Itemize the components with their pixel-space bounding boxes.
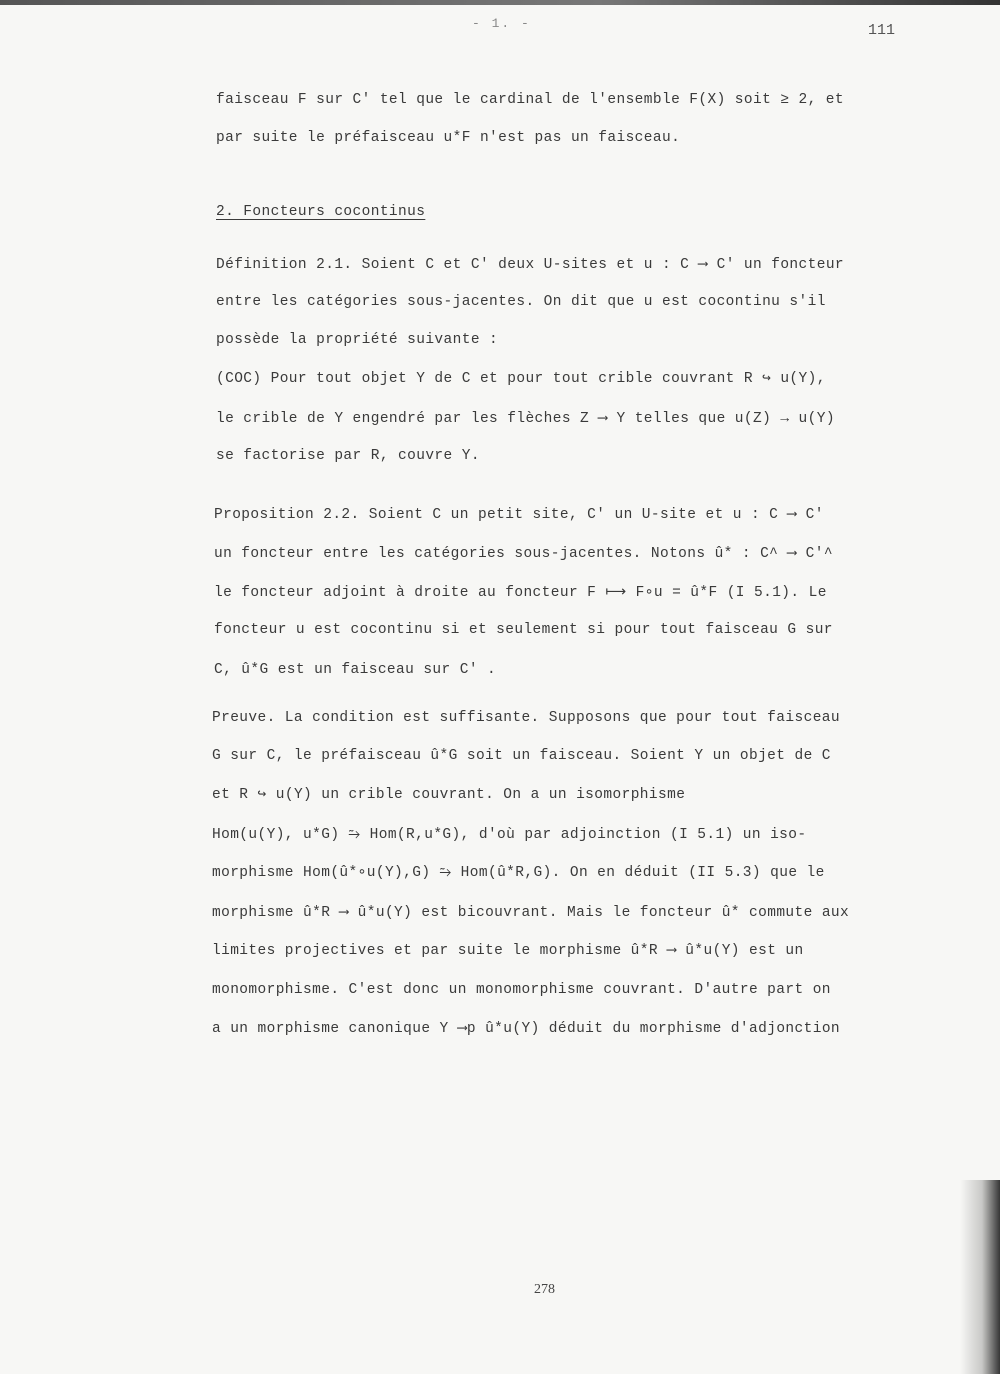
- scan-right-shadow: [960, 1180, 1000, 1374]
- proposition-line-5: C, û*G est un faisceau sur C' .: [214, 662, 497, 678]
- page-number: 278: [534, 1282, 555, 1297]
- proof-line-7: limites projectives et par suite le morphisme û*R ⟶ û*u(Y) est un: [212, 943, 804, 959]
- definition-line-4: (COC) Pour tout objet Y de C et pour tout crible couvrant R ↪ u(Y),: [216, 371, 826, 387]
- proof-line-1: Preuve. La condition est suffisante. Supposons que pour tout faisceau: [212, 710, 840, 726]
- proposition-line-2: un foncteur entre les catégories sous-jacentes. Notons û* : C^ ⟶ C'^: [214, 546, 833, 562]
- section-title: 2. Foncteurs cocontinus: [216, 204, 426, 220]
- proposition-line-3: le foncteur adjoint à droite au foncteur F ⟼ F∘u = û*F (I 5.1). Le: [214, 585, 827, 601]
- definition-line-2: entre les catégories sous-jacentes. On dit que u est cocontinu s'il: [216, 294, 826, 310]
- proof-line-8: monomorphisme. C'est donc un monomorphisme couvrant. D'autre part on: [212, 982, 831, 998]
- proposition-line-1: Proposition 2.2. Soient C un petit site, C' un U-site et u : C ⟶ C': [214, 507, 824, 523]
- proof-line-5: morphisme Hom(û*∘u(Y),G) ⥲ Hom(û*R,G). On en déduit (II 5.3) que le: [212, 865, 825, 881]
- scan-top-edge: [0, 0, 1000, 5]
- intro-line-2: par suite le préfaisceau u*F n'est pas un faisceau.: [216, 130, 681, 146]
- proposition-line-4: foncteur u est cocontinu si et seulement si pour tout faisceau G sur: [214, 622, 833, 638]
- folio-number: 111: [868, 22, 896, 39]
- proof-line-6: morphisme û*R ⟶ û*u(Y) est bicouvrant. Mais le foncteur û* commute aux: [212, 905, 850, 921]
- definition-line-3: possède la propriété suivante :: [216, 332, 499, 348]
- intro-line-1: faisceau F sur C' tel que le cardinal de l'ensemble F(X) soit ≥ 2, et: [216, 92, 844, 108]
- proof-line-9: a un morphisme canonique Y ⟶p û*u(Y) déduit du morphisme d'adjonction: [212, 1021, 841, 1037]
- definition-line-1: Définition 2.1. Soient C et C' deux U-sites et u : C ⟶ C' un foncteur: [216, 257, 845, 273]
- definition-line-5: le crible de Y engendré par les flèches Z ⟶ Y telles que u(Z) → u(Y): [216, 411, 835, 427]
- proof-line-4: Hom(u(Y), u*G) ⥲ Hom(R,u*G), d'où par adjoinction (I 5.1) un iso-: [212, 827, 807, 843]
- header-mark: - 1. -: [472, 16, 531, 31]
- definition-line-6: se factorise par R, couvre Y.: [216, 448, 480, 464]
- proof-line-3: et R ↪ u(Y) un crible couvrant. On a un isomorphisme: [212, 787, 686, 803]
- proof-line-2: G sur C, le préfaisceau û*G soit un faisceau. Soient Y un objet de C: [212, 748, 831, 764]
